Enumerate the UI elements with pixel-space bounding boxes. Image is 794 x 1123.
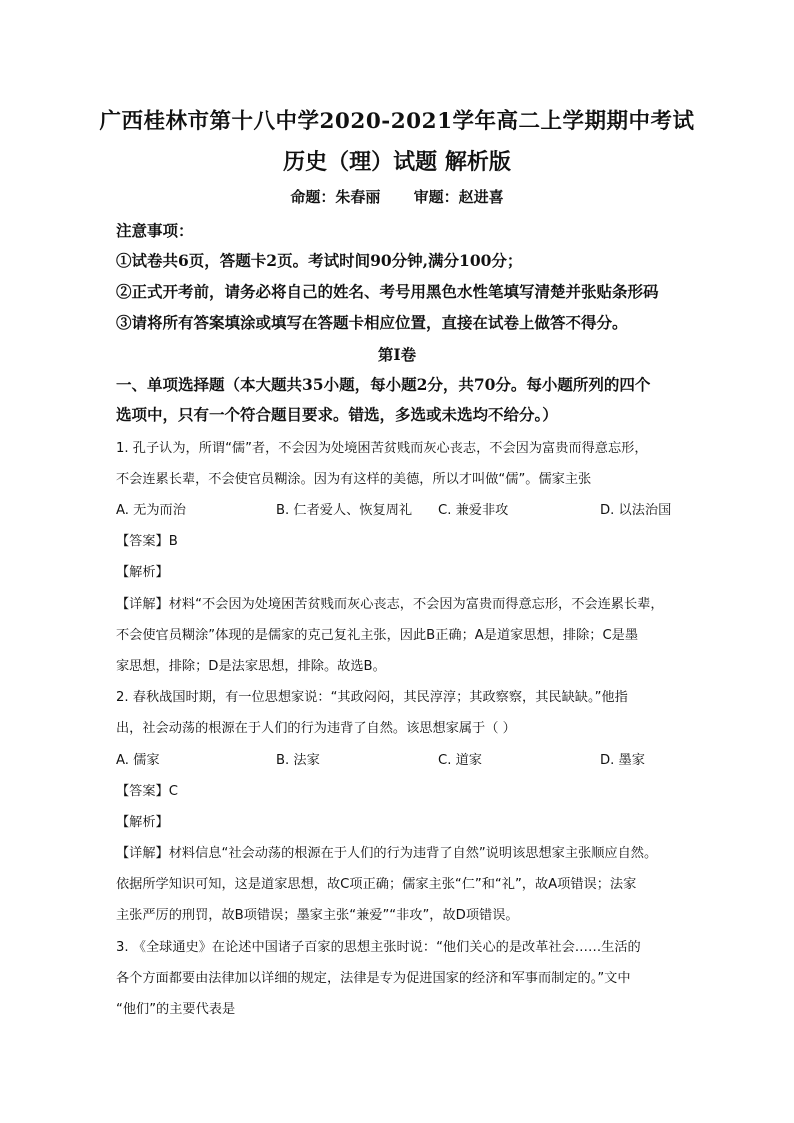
q2-options: [116, 749, 686, 769]
exam-subtitle: 历史（理）试题 解析版: [283, 149, 511, 175]
notice-item-3: ③请将所有答案填涂或填写在答题卡相应位置，直接在试卷上做答不得分。: [116, 313, 628, 332]
q2-detail-line2: 依据所学知识可知，这是道家思想，故C项正确；儒家主张“仁”和“礼”，故A项错误；法家: [116, 877, 637, 892]
q2-option-d: D. 墨家: [600, 753, 645, 768]
q1-options: [116, 499, 686, 519]
q1-detail-line2: 不会使官员糊涂”体现的是儒家的克己复礼主张，因此B正确；A是道家思想，排除；C是墨: [116, 628, 639, 643]
notice-heading: 注意事项：: [116, 221, 194, 240]
q2-detail-line3: 主张严厉的刑罚，故B项错误；墨家主张“兼爱”“非攻”，故D项错误。: [116, 908, 519, 923]
part-title: 第I卷: [377, 345, 417, 364]
q3-stem-line2: 各个方面都要由法律加以详细的规定，法律是专为促进国家的经济和军事而制定的。”文中: [116, 971, 631, 986]
q1-answer: 【答案】B: [116, 534, 178, 549]
q2-option-b: B. 法家: [276, 753, 320, 768]
exam-title: 广西桂林市第十八中学2020-2021学年高二上学期期中考试: [99, 109, 695, 134]
q2-answer: 【答案】C: [116, 784, 178, 799]
notice-item-2: ②正式开考前，请务必将自己的姓名、考号用黑色水性笔填写清楚并张贴条形码: [116, 282, 659, 301]
authors-line: [0, 186, 794, 207]
q3-stem-line1: 3. 《全球通史》在论述中国诸子百家的思想主张时说：“他们关心的是改革社会……生活的: [116, 940, 641, 955]
q2-stem-line1: 2. 春秋战国时期，有一位思想家说：“其政闷闷，其民淳淳；其政察察，其民缺缺。”他指: [116, 690, 628, 705]
q1-option-b: B. 仁者爱人、恢复周礼: [276, 503, 413, 518]
reviewer: 审题：赵进喜: [413, 188, 504, 206]
q1-stem-line1: 1. 孔子认为，所谓“儒”者，不会因为处境困苦贫贱而灰心丧志，不会因为富贵而得意忘形，: [116, 441, 648, 456]
section-heading-line1: 一、单项选择题（本大题共35小题，每小题2分，共70分。每小题所列的四个: [116, 375, 651, 394]
q1-stem-line2: 不会连累长辈，不会使官员糊涂。因为有这样的美德，所以才叫做“儒”。儒家主张: [116, 472, 592, 487]
q1-detail-line3: 家思想，排除；D是法家思想，排除。故选B。: [116, 659, 386, 674]
q1-option-c: C. 兼爱非攻: [438, 503, 509, 518]
q1-analysis-label: 【解析】: [116, 565, 169, 580]
q3-stem-line3: “他们”的主要代表是: [116, 1002, 236, 1017]
q2-option-c: C. 道家: [438, 753, 482, 768]
setter: 命题：朱春丽: [290, 188, 381, 206]
q1-detail-line1: 【详解】材料“不会因为处境困苦贫贱而灰心丧志，不会因为富贵而得意忘形，不会连累长辈，: [116, 597, 664, 612]
section-heading-line2: 选项中，只有一个符合题目要求。错选，多选或未选均不给分。）: [116, 405, 558, 424]
q2-detail-line1: 【详解】材料信息“社会动荡的根源在于人们的行为违背了自然”说明该思想家主张顺应自然。: [116, 846, 658, 861]
notice-item-1: ①试卷共6页，答题卡2页。考试时间90分钟,满分100分；: [116, 251, 523, 270]
q2-analysis-label: 【解析】: [116, 815, 169, 830]
q2-option-a: A. 儒家: [116, 753, 160, 768]
q1-option-a: A. 无为而治: [116, 503, 186, 518]
q2-stem-line2: 出，社会动荡的根源在于人们的行为违背了自然。该思想家属于（ ）: [116, 721, 516, 736]
q1-option-d: D. 以法治国: [600, 503, 672, 518]
